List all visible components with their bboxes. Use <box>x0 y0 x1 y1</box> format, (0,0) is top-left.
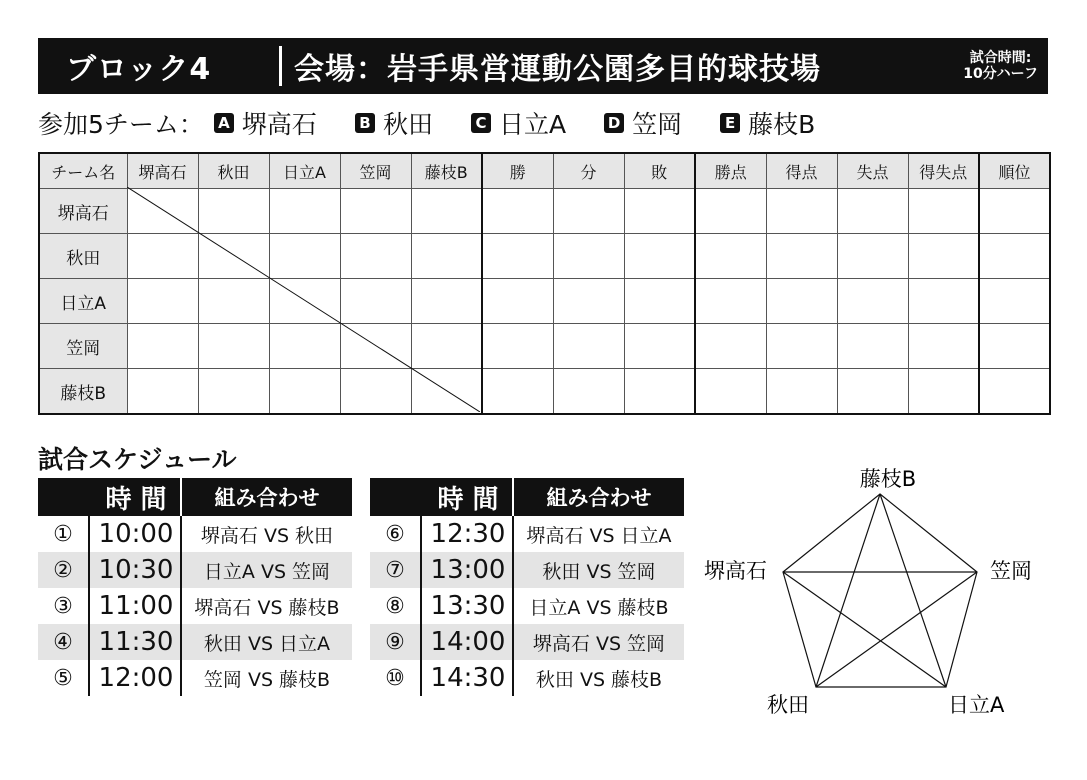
result-cell <box>340 189 411 234</box>
team-item-a <box>214 105 317 141</box>
result-cell <box>411 279 482 324</box>
row-team-name: 日立A <box>39 279 127 324</box>
team-name-a: 堺高石 <box>241 110 317 139</box>
result-cell <box>127 189 198 234</box>
row-team-name: 藤枝B <box>39 369 127 415</box>
participating-teams <box>38 105 853 141</box>
schedule-row <box>370 588 684 624</box>
match-pairing: 秋田 VS 藤枝B <box>535 668 663 691</box>
schedule-title: 試合スケジュール <box>38 445 237 474</box>
stat-cell <box>695 369 766 415</box>
stat-cell <box>908 369 979 415</box>
match-pairing: 堺高石 VS 日立A <box>526 524 672 547</box>
match-pairing: 堺高石 VS 藤枝B <box>194 596 340 619</box>
match-time: 11:00 <box>89 588 181 624</box>
match-line <box>880 494 946 687</box>
schedule-header-row <box>370 478 684 516</box>
result-cell <box>340 279 411 324</box>
schedule-header-num <box>38 478 89 516</box>
match-time: 14:30 <box>421 660 513 696</box>
standings-header-row <box>39 153 1050 189</box>
pentagon-label-right: 笠岡 <box>990 559 1032 583</box>
stat-cell <box>766 279 837 324</box>
team-name-d: 笠岡 <box>632 110 683 139</box>
result-cell <box>269 189 340 234</box>
team-item-e <box>720 105 815 141</box>
schedule-header-time: 時 間 <box>89 478 181 516</box>
schedule-row <box>38 552 352 588</box>
team-name-b: 秋田 <box>382 110 433 139</box>
match-pairing: 笠岡 VS 藤枝B <box>203 668 331 691</box>
match-time: 13:00 <box>421 552 513 588</box>
schedule-row <box>370 624 684 660</box>
venue-title: 会場：岩手県営運動公園多目的球技場 <box>294 52 821 87</box>
result-cell <box>340 369 411 415</box>
team-badge-c: C <box>471 113 491 133</box>
match-duration-label: 試合時間: <box>969 50 1032 66</box>
result-cell <box>340 234 411 279</box>
match-time: 12:00 <box>89 660 181 696</box>
stat-cell <box>766 189 837 234</box>
table-row <box>39 189 1050 234</box>
stat-cell <box>766 234 837 279</box>
pentagon-label-top: 藤枝B <box>859 467 917 491</box>
schedule-row <box>370 552 684 588</box>
header-team-5: 藤枝B <box>411 153 482 189</box>
schedule-row <box>38 660 352 696</box>
stat-cell <box>695 189 766 234</box>
stat-cell <box>624 369 695 415</box>
stat-cell <box>695 324 766 369</box>
result-cell <box>269 234 340 279</box>
header-goals-for: 得点 <box>766 153 837 189</box>
match-number: ③ <box>53 593 73 619</box>
team-item-c <box>471 105 566 141</box>
header-rank: 順位 <box>979 153 1050 189</box>
stat-cell <box>624 324 695 369</box>
match-number: ② <box>38 552 89 588</box>
schedule-table-right <box>370 478 684 696</box>
matchup-pentagon <box>690 450 1070 730</box>
row-team-name: 堺高石 <box>39 189 127 234</box>
header-team-3: 日立A <box>269 153 340 189</box>
stat-cell <box>837 324 908 369</box>
match-number: ④ <box>38 624 89 660</box>
result-cell <box>411 369 482 415</box>
match-time: 12:30 <box>421 516 513 552</box>
result-cell <box>198 189 269 234</box>
match-number: ⑧ <box>385 593 405 619</box>
stat-cell <box>482 234 553 279</box>
header-wins: 勝 <box>482 153 553 189</box>
pentagon-label-bottom-right: 日立A <box>948 693 1005 717</box>
block-title: ブロック4 <box>66 52 212 87</box>
match-pairing: 堺高石 VS 秋田 <box>200 524 334 547</box>
result-cell <box>411 189 482 234</box>
result-cell <box>127 234 198 279</box>
result-cell <box>411 324 482 369</box>
schedule-header-match: 組み合わせ <box>181 478 352 516</box>
schedule-header-num <box>370 478 421 516</box>
stat-cell <box>482 279 553 324</box>
schedule-row <box>38 516 352 552</box>
match-pairing: 堺高石 VS 笠岡 <box>513 624 684 660</box>
match-time: 14:00 <box>421 624 513 660</box>
match-number: ⑤ <box>53 665 73 691</box>
result-cell <box>198 279 269 324</box>
table-row <box>39 234 1050 279</box>
schedule-header-row <box>38 478 352 516</box>
stat-cell <box>553 189 624 234</box>
stat-cell <box>553 369 624 415</box>
header-team-1: 堺高石 <box>127 153 198 189</box>
table-row <box>39 279 1050 324</box>
match-number: ⑦ <box>370 552 421 588</box>
stat-cell <box>624 234 695 279</box>
stat-cell <box>482 189 553 234</box>
match-line <box>816 572 977 687</box>
result-cell <box>198 369 269 415</box>
result-cell <box>269 324 340 369</box>
pentagon-outline <box>783 494 977 687</box>
match-pairing: 日立A VS 笠岡 <box>181 552 352 588</box>
schedule-table-left <box>38 478 352 696</box>
team-badge-a: A <box>214 113 234 133</box>
header-team-name: チーム名 <box>39 153 127 189</box>
result-cell <box>127 369 198 415</box>
match-line <box>783 572 946 687</box>
match-time: 13:30 <box>421 588 513 624</box>
result-cell <box>269 369 340 415</box>
match-number: ⑥ <box>385 521 405 547</box>
header-goals-against: 失点 <box>837 153 908 189</box>
header-goal-diff: 得失点 <box>908 153 979 189</box>
stat-cell <box>908 234 979 279</box>
row-team-name: 笠岡 <box>39 324 127 369</box>
stat-cell <box>837 279 908 324</box>
standings-table <box>38 152 1051 415</box>
pentagon-label-bottom-left: 秋田 <box>767 693 809 717</box>
match-time: 10:00 <box>89 516 181 552</box>
stat-cell <box>624 189 695 234</box>
schedule-row <box>370 660 684 696</box>
result-cell <box>411 234 482 279</box>
match-number: ⑨ <box>370 624 421 660</box>
result-cell <box>127 279 198 324</box>
team-item-d <box>604 105 682 141</box>
team-name-e: 藤枝B <box>748 110 816 139</box>
stat-cell <box>482 369 553 415</box>
team-badge-e: E <box>720 113 740 133</box>
schedule-row <box>38 624 352 660</box>
result-cell <box>269 279 340 324</box>
header-team-2: 秋田 <box>198 153 269 189</box>
rank-cell <box>979 279 1050 324</box>
header-points: 勝点 <box>695 153 766 189</box>
pentagon-lines <box>783 494 977 687</box>
stat-cell <box>482 324 553 369</box>
rank-cell <box>979 189 1050 234</box>
match-time: 10:30 <box>89 552 181 588</box>
row-team-name: 秋田 <box>39 234 127 279</box>
team-item-b <box>355 105 433 141</box>
match-pairing: 日立A VS 藤枝B <box>529 596 669 619</box>
stat-cell <box>766 369 837 415</box>
match-pairing: 秋田 VS 笠岡 <box>513 552 684 588</box>
stat-cell <box>766 324 837 369</box>
match-line <box>816 494 880 687</box>
header-divider <box>279 46 282 86</box>
stat-cell <box>908 279 979 324</box>
schedule-row <box>370 516 684 552</box>
team-name-c: 日立A <box>498 110 567 139</box>
stat-cell <box>837 234 908 279</box>
header-bar <box>38 38 1048 94</box>
match-number: ⑩ <box>385 665 405 691</box>
stat-cell <box>695 279 766 324</box>
stat-cell <box>908 324 979 369</box>
result-cell <box>340 324 411 369</box>
team-badge-b: B <box>355 113 375 133</box>
table-row <box>39 369 1050 415</box>
team-badge-d: D <box>604 113 624 133</box>
result-cell <box>198 324 269 369</box>
stat-cell <box>837 189 908 234</box>
teams-lead: 参加5チーム： <box>38 110 204 139</box>
header-losses: 敗 <box>624 153 695 189</box>
rank-cell <box>979 324 1050 369</box>
stat-cell <box>553 279 624 324</box>
match-time: 11:30 <box>89 624 181 660</box>
rank-cell <box>979 369 1050 415</box>
rank-cell <box>979 234 1050 279</box>
schedule-header-time: 時 間 <box>421 478 513 516</box>
pentagon-label-left: 堺高石 <box>704 559 767 583</box>
stat-cell <box>553 234 624 279</box>
header-team-4: 笠岡 <box>340 153 411 189</box>
result-cell <box>198 234 269 279</box>
match-pairing: 秋田 VS 日立A <box>181 624 352 660</box>
table-row <box>39 324 1050 369</box>
stat-cell <box>695 234 766 279</box>
header-draws: 分 <box>553 153 624 189</box>
result-cell <box>127 324 198 369</box>
stat-cell <box>837 369 908 415</box>
schedule-row <box>38 588 352 624</box>
stat-cell <box>908 189 979 234</box>
schedule-header-match: 組み合わせ <box>513 478 684 516</box>
match-number: ① <box>53 521 73 547</box>
stat-cell <box>624 279 695 324</box>
match-duration <box>963 50 1048 82</box>
stat-cell <box>553 324 624 369</box>
match-duration-value: 10分ハーフ <box>963 66 1038 82</box>
